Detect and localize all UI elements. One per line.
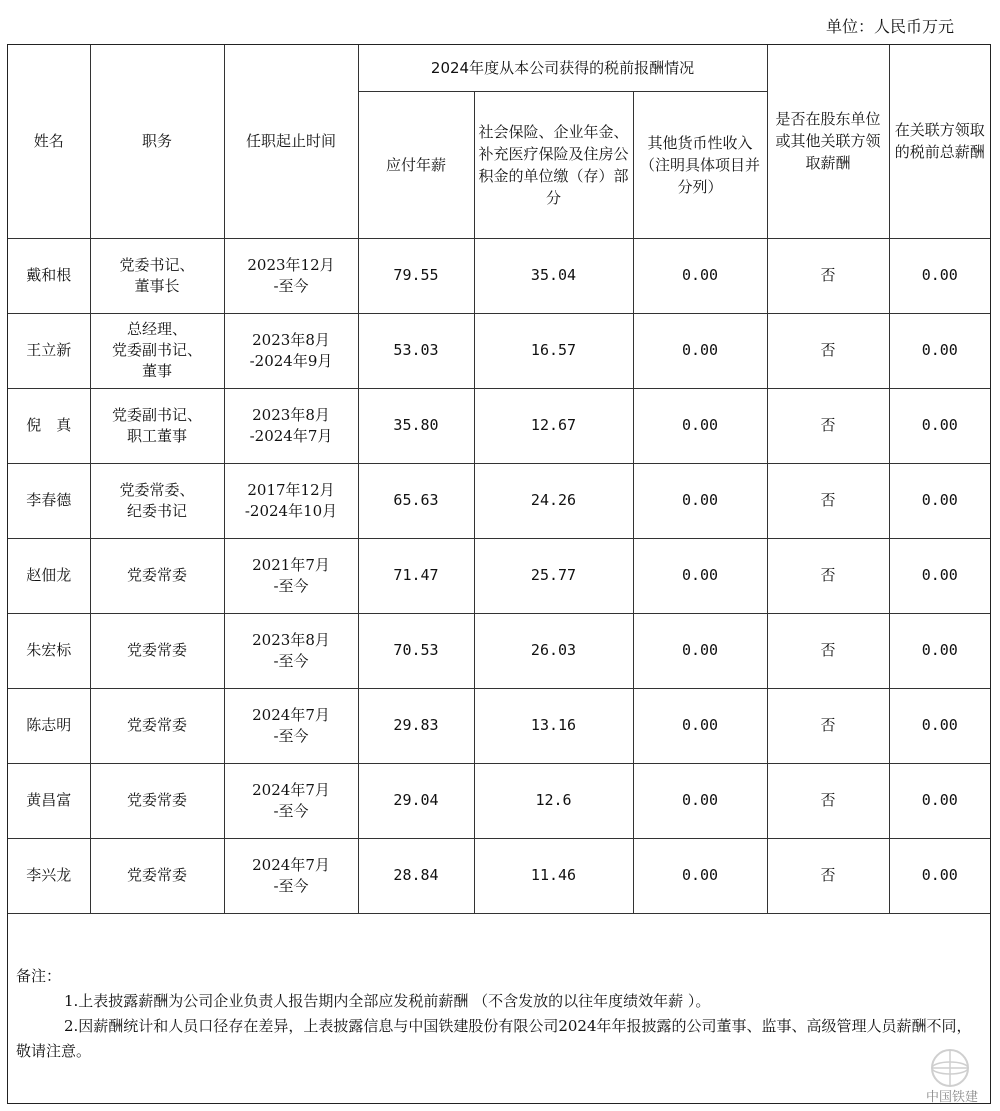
cell-shareholder-pay: 否 bbox=[767, 838, 889, 913]
cell-name: 李春德 bbox=[8, 463, 90, 538]
header-pretax-group: 2024年度从本公司获得的税前报酬情况 bbox=[358, 45, 767, 91]
cell-shareholder-pay: 否 bbox=[767, 763, 889, 838]
cell-position bbox=[90, 613, 224, 688]
term-start: 2023年12月 bbox=[247, 255, 335, 274]
cell-term bbox=[224, 613, 358, 688]
cell-name: 戴和根 bbox=[8, 238, 90, 313]
cell-name: 倪 真 bbox=[8, 388, 90, 463]
cell-shareholder-pay: 否 bbox=[767, 313, 889, 388]
table-row bbox=[8, 613, 990, 688]
term-end: -2024年10月 bbox=[244, 501, 338, 520]
cell-insurance: 12.6 bbox=[474, 763, 633, 838]
cell-salary: 70.53 bbox=[358, 613, 474, 688]
cell-shareholder-pay: 否 bbox=[767, 463, 889, 538]
cell-position bbox=[90, 313, 224, 388]
cell-term bbox=[224, 388, 358, 463]
position-line: 党委副书记、 bbox=[111, 405, 202, 424]
logo-text: 中国铁建 bbox=[925, 1090, 978, 1105]
term-end: -至今 bbox=[273, 726, 309, 745]
notes-label: 备注： bbox=[16, 967, 62, 985]
cell-insurance: 35.04 bbox=[474, 238, 633, 313]
cell-other-income: 0.00 bbox=[633, 388, 767, 463]
note-item: 2.因薪酬统计和人员口径存在差异，上表披露信息与中国铁建股份有限公司2024年年报披露的公司董事、监事、高级管理人员薪酬不同，敬请注意。 bbox=[16, 1017, 972, 1060]
cell-shareholder-pay: 否 bbox=[767, 613, 889, 688]
term-start: 2024年7月 bbox=[252, 780, 330, 799]
term-end: -至今 bbox=[273, 801, 309, 820]
term-end: -至今 bbox=[273, 576, 309, 595]
cell-other-income: 0.00 bbox=[633, 838, 767, 913]
cell-position bbox=[90, 838, 224, 913]
cell-related-pay: 0.00 bbox=[889, 763, 990, 838]
position-line: 董事 bbox=[141, 362, 172, 380]
cell-insurance: 24.26 bbox=[474, 463, 633, 538]
term-end: -2024年7月 bbox=[249, 426, 333, 445]
term-end: -至今 bbox=[273, 651, 309, 670]
table-row bbox=[8, 538, 990, 613]
compensation-table bbox=[8, 45, 990, 914]
cell-shareholder-pay: 否 bbox=[767, 538, 889, 613]
table-row bbox=[8, 838, 990, 913]
position-line: 党委常委 bbox=[126, 641, 187, 659]
cell-name: 李兴龙 bbox=[8, 838, 90, 913]
note-item: 1.上表披露薪酬为公司企业负责人报告期内全部应发税前薪酬 （不含发放的以往年度绩效年薪 ）。 bbox=[64, 992, 711, 1010]
table-row bbox=[8, 238, 990, 313]
header-salary: 应付年薪 bbox=[358, 91, 474, 238]
cell-shareholder-pay: 否 bbox=[767, 238, 889, 313]
cell-other-income: 0.00 bbox=[633, 763, 767, 838]
cell-salary: 65.63 bbox=[358, 463, 474, 538]
cell-salary: 29.04 bbox=[358, 763, 474, 838]
cell-related-pay: 0.00 bbox=[889, 838, 990, 913]
cell-insurance: 12.67 bbox=[474, 388, 633, 463]
cell-position bbox=[90, 688, 224, 763]
header-name: 姓名 bbox=[8, 45, 90, 238]
position-line: 总经理、 bbox=[126, 320, 187, 338]
position-line: 党委常委 bbox=[126, 791, 187, 809]
cell-position bbox=[90, 538, 224, 613]
position-line: 党委常委 bbox=[126, 866, 187, 884]
position-line: 党委常委 bbox=[126, 716, 187, 734]
cell-other-income: 0.00 bbox=[633, 613, 767, 688]
cell-term bbox=[224, 838, 358, 913]
cell-shareholder-pay: 否 bbox=[767, 688, 889, 763]
header-related-pay: 在关联方领取的税前总薪酬 bbox=[889, 45, 990, 238]
table-row bbox=[8, 313, 990, 388]
term-start: 2017年12月 bbox=[247, 480, 335, 499]
cell-insurance: 13.16 bbox=[474, 688, 633, 763]
cell-salary: 53.03 bbox=[358, 313, 474, 388]
cell-position bbox=[90, 463, 224, 538]
cell-insurance: 26.03 bbox=[474, 613, 633, 688]
cell-term bbox=[224, 538, 358, 613]
term-start: 2024年7月 bbox=[252, 705, 330, 724]
cell-insurance: 25.77 bbox=[474, 538, 633, 613]
cell-term bbox=[224, 688, 358, 763]
cell-salary: 71.47 bbox=[358, 538, 474, 613]
cell-insurance: 16.57 bbox=[474, 313, 633, 388]
cell-salary: 29.83 bbox=[358, 688, 474, 763]
header-position: 职务 bbox=[90, 45, 224, 238]
table-row bbox=[8, 688, 990, 763]
cell-name: 王立新 bbox=[8, 313, 90, 388]
position-line: 董事长 bbox=[134, 276, 180, 295]
cell-related-pay: 0.00 bbox=[889, 238, 990, 313]
header-shareholder-pay: 是否在股东单位或其他关联方领取薪酬 bbox=[767, 45, 889, 238]
cell-position bbox=[90, 388, 224, 463]
table-row bbox=[8, 388, 990, 463]
term-end: -至今 bbox=[273, 876, 309, 895]
cell-other-income: 0.00 bbox=[633, 688, 767, 763]
cell-related-pay: 0.00 bbox=[889, 538, 990, 613]
header-other-income: 其他货币性收入（注明具体项目并分列） bbox=[633, 91, 767, 238]
term-start: 2023年8月 bbox=[252, 330, 330, 349]
cell-term bbox=[224, 238, 358, 313]
cell-name: 陈志明 bbox=[8, 688, 90, 763]
cell-other-income: 0.00 bbox=[633, 463, 767, 538]
cell-salary: 28.84 bbox=[358, 838, 474, 913]
cell-other-income: 0.00 bbox=[633, 538, 767, 613]
document-frame bbox=[7, 44, 991, 1104]
cell-position bbox=[90, 763, 224, 838]
cell-related-pay: 0.00 bbox=[889, 388, 990, 463]
cell-insurance: 11.46 bbox=[474, 838, 633, 913]
position-line: 党委常委 bbox=[126, 566, 187, 584]
cell-related-pay: 0.00 bbox=[889, 313, 990, 388]
term-end: -至今 bbox=[273, 276, 309, 295]
cell-related-pay: 0.00 bbox=[889, 613, 990, 688]
cell-related-pay: 0.00 bbox=[889, 688, 990, 763]
notes-section bbox=[8, 913, 990, 1103]
term-start: 2023年8月 bbox=[252, 630, 330, 649]
position-line: 纪委书记 bbox=[126, 501, 187, 520]
cell-term bbox=[224, 313, 358, 388]
position-line: 职工董事 bbox=[126, 426, 187, 445]
cell-related-pay: 0.00 bbox=[889, 463, 990, 538]
cell-other-income: 0.00 bbox=[633, 313, 767, 388]
position-line: 党委书记、 bbox=[119, 255, 195, 274]
cell-shareholder-pay: 否 bbox=[767, 388, 889, 463]
cell-position bbox=[90, 238, 224, 313]
table-row bbox=[8, 463, 990, 538]
unit-label: 单位：人民币万元 bbox=[825, 17, 954, 36]
cell-salary: 79.55 bbox=[358, 238, 474, 313]
term-start: 2024年7月 bbox=[252, 855, 330, 874]
table-row bbox=[8, 763, 990, 838]
header-term: 任职起止时间 bbox=[224, 45, 358, 238]
term-start: 2023年8月 bbox=[252, 405, 330, 424]
position-line: 党委常委、 bbox=[119, 480, 195, 499]
cell-term bbox=[224, 763, 358, 838]
header-insurance: 社会保险、企业年金、补充医疗保险及住房公积金的单位缴（存）部分 bbox=[474, 91, 633, 238]
cell-term bbox=[224, 463, 358, 538]
cell-salary: 35.80 bbox=[358, 388, 474, 463]
position-line: 党委副书记、 bbox=[111, 341, 202, 359]
cell-other-income: 0.00 bbox=[633, 238, 767, 313]
cell-name: 黄昌富 bbox=[8, 763, 90, 838]
cell-name: 赵佃龙 bbox=[8, 538, 90, 613]
cell-name: 朱宏标 bbox=[8, 613, 90, 688]
term-start: 2021年7月 bbox=[252, 555, 330, 574]
term-end: -2024年9月 bbox=[249, 351, 333, 370]
